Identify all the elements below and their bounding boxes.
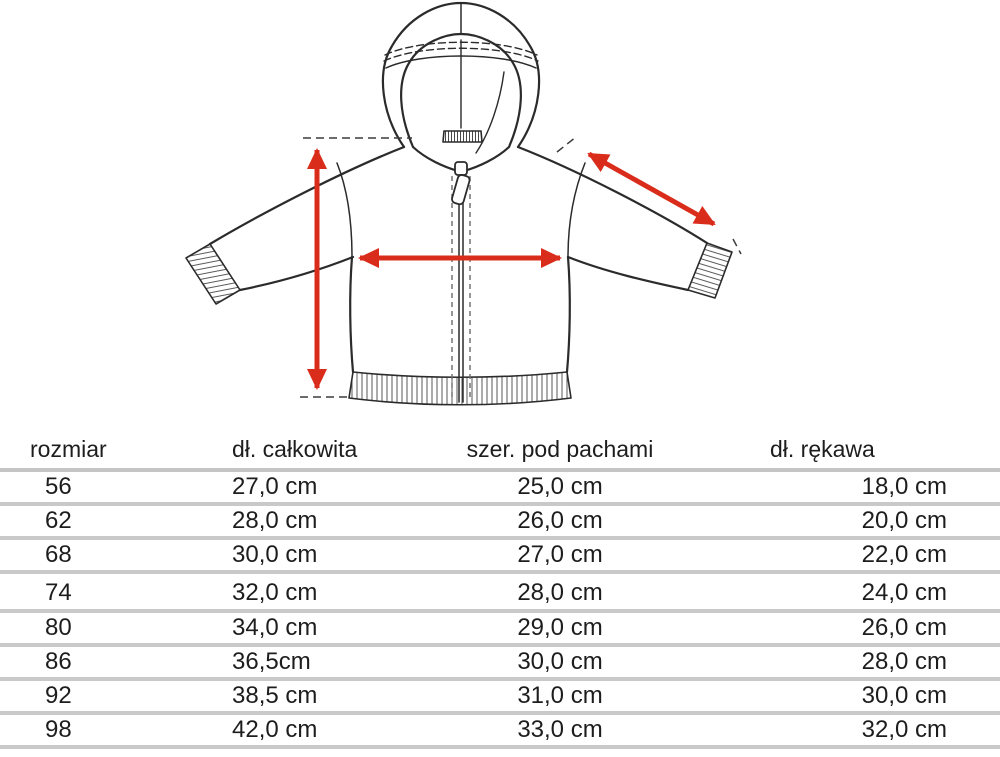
width-cell: 25,0 cm <box>400 470 720 504</box>
measurement-arrows <box>317 150 714 388</box>
sleeve-length-arrow <box>589 154 714 224</box>
length-cell: 27,0 cm <box>185 470 400 504</box>
column-header-dl-calkowita: dł. całkowita <box>185 430 400 470</box>
width-cell: 28,0 cm <box>400 572 720 611</box>
sleeve-cell: 18,0 cm <box>720 470 1000 504</box>
table-row-68 <box>0 538 1000 572</box>
length-cell: 28,0 cm <box>185 504 400 538</box>
sleeve-cell: 30,0 cm <box>720 679 1000 713</box>
measure-helper-lines <box>300 137 741 397</box>
sleeve-underside-right <box>568 257 688 290</box>
length-cell: 36,5cm <box>185 645 400 679</box>
sleeve-cell: 20,0 cm <box>720 504 1000 538</box>
length-cell: 42,0 cm <box>185 713 400 747</box>
width-cell: 26,0 cm <box>400 504 720 538</box>
raglan-seam-left <box>337 163 352 257</box>
size-cell: 86 <box>0 645 185 679</box>
table-row-92 <box>0 679 1000 713</box>
width-cell: 30,0 cm <box>400 645 720 679</box>
body-side-left <box>350 257 353 372</box>
table-row-80 <box>0 611 1000 645</box>
sleeve-cell: 28,0 cm <box>720 645 1000 679</box>
size-cell: 74 <box>0 572 185 611</box>
table-row-62 <box>0 504 1000 538</box>
sleeve-cell: 24,0 cm <box>720 572 1000 611</box>
column-header-rozmiar: rozmiar <box>0 430 185 470</box>
sleeve-top-left <box>210 147 404 244</box>
width-cell: 27,0 cm <box>400 538 720 572</box>
zipper <box>451 162 471 402</box>
width-cell: 33,0 cm <box>400 713 720 747</box>
sleeve-cell: 32,0 cm <box>720 713 1000 747</box>
width-cell: 29,0 cm <box>400 611 720 645</box>
neck-rib <box>443 131 482 142</box>
length-cell: 38,5 cm <box>185 679 400 713</box>
table-row-56 <box>0 470 1000 504</box>
hood <box>383 3 539 171</box>
sleeve-cell: 22,0 cm <box>720 538 1000 572</box>
table-row-86 <box>0 645 1000 679</box>
size-cell: 98 <box>0 713 185 747</box>
sleeve-top-right <box>518 147 707 243</box>
size-cell: 80 <box>0 611 185 645</box>
hem-band <box>349 372 571 405</box>
size-table <box>0 430 1000 749</box>
sleeve-underside-left <box>240 257 353 290</box>
helper-sleeve-shoulder <box>557 137 576 152</box>
size-cell: 68 <box>0 538 185 572</box>
hood-drape-right <box>464 147 509 171</box>
raglan-seam-right <box>568 163 585 257</box>
size-cell: 92 <box>0 679 185 713</box>
width-cell: 31,0 cm <box>400 679 720 713</box>
length-cell: 34,0 cm <box>185 611 400 645</box>
column-header-szer-pod-pachami: szer. pod pachami <box>400 430 720 470</box>
zipper-slider <box>455 162 467 175</box>
length-cell: 30,0 cm <box>185 538 400 572</box>
table-row-74 <box>0 572 1000 611</box>
body-side-right <box>567 257 570 372</box>
column-header-dl-rekawa: dł. rękawa <box>720 430 1000 470</box>
sleeve-cell: 26,0 cm <box>720 611 1000 645</box>
helper-sleeve-cuff <box>733 239 741 254</box>
cuff-right <box>688 243 732 298</box>
zipper-pull <box>451 174 471 205</box>
header-row <box>0 430 1000 470</box>
size-cell: 62 <box>0 504 185 538</box>
size-cell: 56 <box>0 470 185 504</box>
cuff-left <box>186 244 240 304</box>
length-cell: 32,0 cm <box>185 572 400 611</box>
table-row-98 <box>0 713 1000 747</box>
hood-drape-left <box>413 147 458 171</box>
